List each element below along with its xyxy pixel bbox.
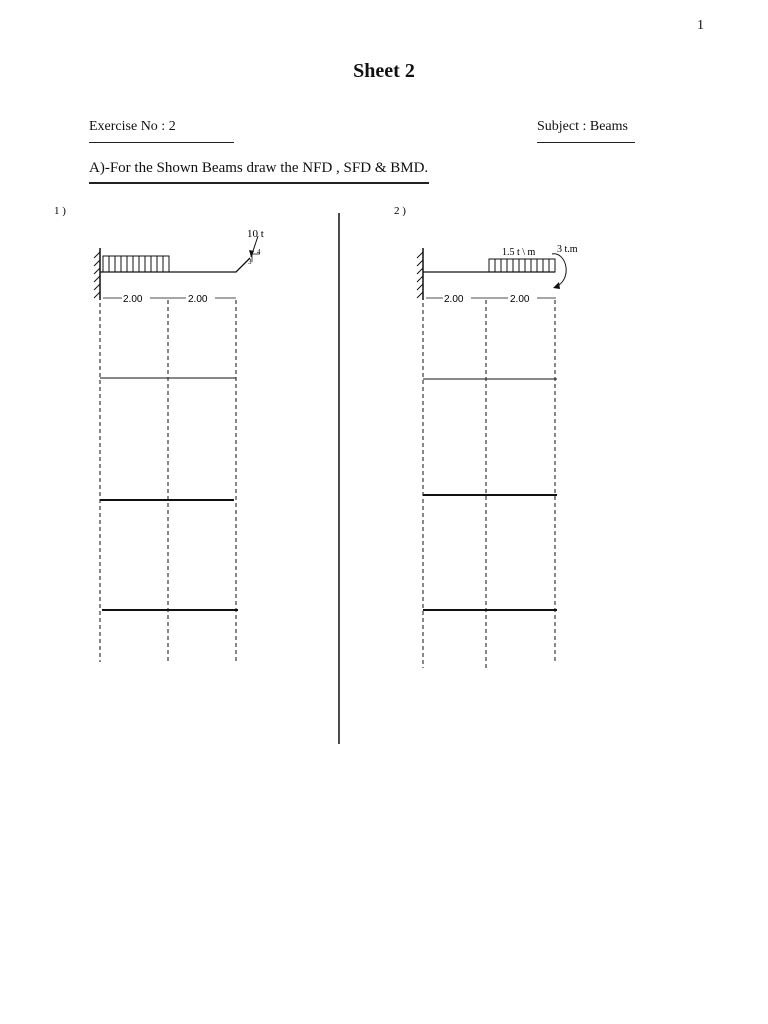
span-1b: 2.00 [188, 294, 208, 305]
distributed-load-2 [489, 259, 555, 272]
moment-2 [552, 244, 578, 289]
guide-lines-2 [423, 300, 555, 668]
dimensions-2 [426, 294, 556, 305]
span-1a: 2.00 [123, 294, 143, 305]
problem-2-label: 2 ) [394, 205, 406, 217]
point-load-1 [247, 228, 264, 266]
distributed-load-1 [103, 256, 169, 272]
fixed-support-2 [417, 248, 423, 300]
sheet-title: Sheet 2 [353, 60, 415, 82]
guide-lines-1 [100, 300, 236, 662]
problem-1-label: 1 ) [54, 205, 66, 217]
problem-2 [394, 205, 578, 668]
distributed-load-2-value: 1.5 t \ m [502, 247, 536, 258]
instruction-text: A)-For the Shown Beams draw the NFD , SFD & BMD. [89, 160, 429, 176]
problem-1 [54, 205, 264, 662]
slope-ratio-4: 4 [257, 248, 261, 256]
beam-1 [100, 258, 250, 272]
dimensions-1 [103, 294, 236, 305]
span-2a: 2.00 [444, 294, 464, 305]
point-load-1-value: 10 t [247, 228, 264, 240]
fixed-support-1 [94, 248, 100, 300]
subject-label: Subject : Beams [537, 119, 628, 134]
page-number: 1 [697, 18, 704, 33]
exercise-label: Exercise No : 2 [89, 119, 176, 134]
moment-2-value: 3 t.m [557, 244, 578, 255]
span-2b: 2.00 [510, 294, 530, 305]
slope-ratio-3: 3 [248, 258, 252, 266]
